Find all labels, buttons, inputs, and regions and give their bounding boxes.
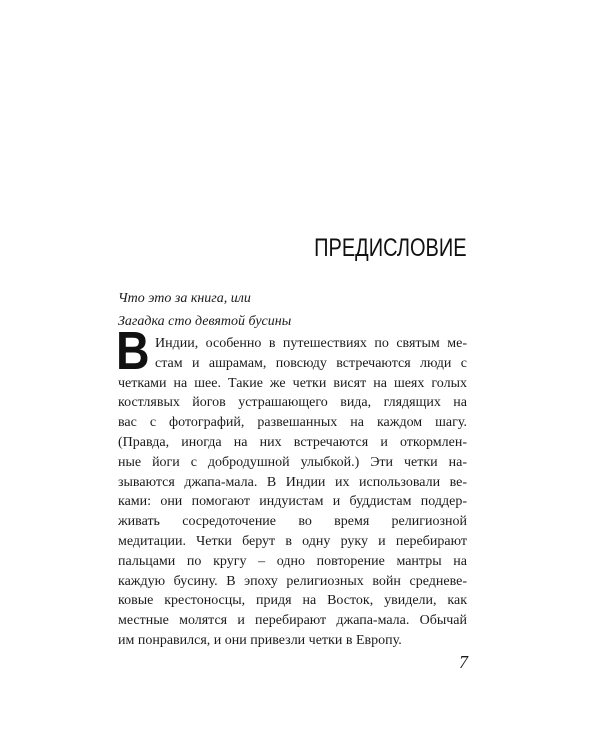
text-line: ковые крестоносцы, придя на Восток, увидели, как bbox=[118, 593, 467, 609]
subtitle-line: Что это за книга, или bbox=[118, 291, 251, 306]
text-line: зываются джапа-мала. В Индии их использовали ве- bbox=[118, 474, 467, 490]
body-paragraph bbox=[118, 334, 467, 651]
text-line: им понравился, и они привезли четки в Европу. bbox=[118, 632, 402, 648]
text-line: четками на шее. Такие же четки висят на шеях голых bbox=[118, 375, 467, 391]
text-line: (Правда, иногда на них встречаются и откормлен- bbox=[118, 434, 467, 450]
text-line: медитации. Четки берут в одну руку и перебирают bbox=[118, 533, 467, 549]
text-line: пальцами по кругу – одно повторение мантры на bbox=[118, 553, 467, 569]
text-line: местные молятся и перебирают джапа-мала. Обычай bbox=[118, 613, 467, 629]
text-line: вас с фотографий, развешанных на каждом шагу. bbox=[118, 415, 467, 431]
chapter-title: ПРЕДИСЛОВИЕ bbox=[314, 234, 467, 262]
page-number: 7 bbox=[459, 652, 468, 672]
drop-cap: В bbox=[116, 321, 150, 381]
text-line: ками: они помогают индуистам и буддистам поддер- bbox=[118, 494, 467, 510]
subtitle-line: Загадка сто девятой бусины bbox=[118, 314, 292, 329]
text-line: стам и ашрамам, повсюду встречаются люди с bbox=[155, 355, 467, 371]
text-line: Индии, особенно в путешествиях по святым ме- bbox=[155, 336, 467, 351]
text-line: каждую бусину. В эпоху религиозных войн средневе- bbox=[118, 573, 467, 589]
text-line: ные йоги с добродушной улыбкой.) Эти четки на- bbox=[118, 454, 467, 470]
chapter-subtitle bbox=[118, 287, 467, 333]
text-line: живать сосредоточение во время религиозной bbox=[118, 514, 467, 530]
text-line: костлявых йогов устрашающего вида, глядящих на bbox=[118, 395, 467, 411]
